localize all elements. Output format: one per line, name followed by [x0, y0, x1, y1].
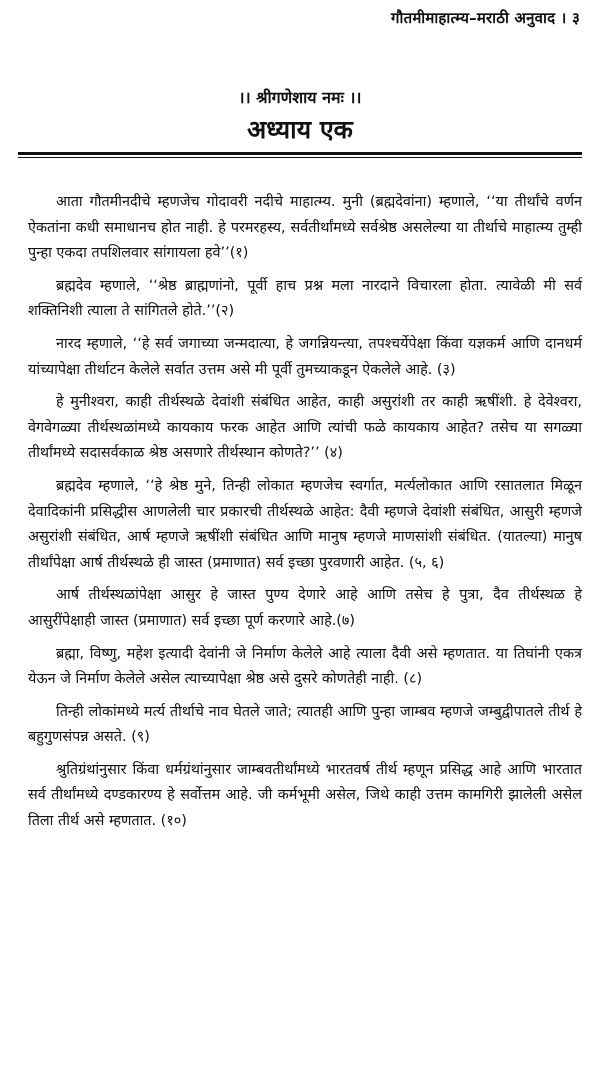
heading-rule-thin: [18, 157, 582, 158]
paragraph: नारद म्हणाले, ‘‘हे सर्व जगाच्या जन्मदात्या, हे जगन्नियन्त्या, तपश्चर्येपेक्षा किंवा यज्ञकर्म आणि दानधर्म यांच्यापेक्षा तीर्थाटन केलेले सर्वात उत्तम असे मी पूर्वी तुमच्याकडून ऐकलेले आहे. (३): [28, 335, 582, 378]
paragraph: तिन्ही लोकांमध्ये मर्त्य तीर्थाचे नाव घेतले जाते; त्यातही आणि पुन्हा जाम्बव म्हणजे जम्बुद्वीपातले तीर्थ हे बहुगुणसंपन्न असते. (९): [28, 703, 582, 746]
paragraph: श्रुतिग्रंथांनुसार किंवा धर्मग्रंथांनुसार जाम्बवतीर्थांमध्ये भारतवर्ष तीर्थ म्हणून प्रसिद्ध आहे आणि भारतात सर्व तीर्थांमध्ये दण्डकारण्य हे सर्वोत्तम आहे. जी कर्मभूमी असेल, जिथे काही उत्तम कामगिरी झालेली असेल तिला तीर्थ असे म्हणतात. (१०): [28, 761, 582, 830]
invocation-line: ।। श्रीगणेशाय नमः ।।: [238, 88, 362, 107]
paragraph: हे मुनीश्वरा, काही तीर्थस्थळे देवांशी संबंधित आहेत, काही असुरांशी तर काही ऋषींशी. हे देवेश्वरा, वेगवेगळ्या तीर्थस्थळांमध्ये कायकाय फरक आहेत आणि त्यांची फळे कायकाय आहेत? तसेच या सगळ्या तीर्थांमध्ये सदासर्वकाळ श्रेष्ठ असणारे तीर्थस्थान कोणते?’’ (४): [28, 394, 582, 462]
paragraph: आर्ष तीर्थस्थळांपेक्षा आसुर हे जास्त पुण्य देणारे आहे आणि तसेच हे पुत्रा, दैव तीर्थस्थळ हे आसुरींपेक्षाही जास्त (प्रमाणात) सर्व इच्छा पूर्ण करणारे आहे.(७): [28, 587, 582, 629]
paragraph: ब्रह्मदेव म्हणाले, ‘‘हे श्रेष्ठ मुने, तिन्ही लोकात म्हणजेच स्वर्गात, मर्त्यलोकात आणि रसातलात मिळून देवादिकांनी प्रसिद्धीस आणलेली चार प्रकारची तीर्थस्थळे आहेत: दैवी म्हणजे देवांशी संबंधित, आसुरी म्हणजे असुरांशी संबंधित, आर्ष म्हणजे ऋषींशी संबंधित आणि मानुष म्हणजे माणसांशी संबंधित. (यातल्या) मानुष तीर्थांपेक्षा आर्ष तीर्थस्थळे ही जास्त (प्रमाणात) सर्व इच्छा पुरवणारी आहेत. (५, ६): [28, 477, 582, 571]
body-text: [28, 190, 582, 842]
paragraph: ब्रह्मदेव म्हणाले, ‘‘श्रेष्ठ ब्राह्मणांनो, पूर्वी हाच प्रश्न मला नारदाने विचारला होता. त्यावेळी मी सर्व शक्तिनिशी त्याला ते सांगितले होते.’’(२): [28, 277, 582, 320]
heading-rule-thick: [18, 152, 582, 155]
paragraph: ब्रह्मा, विष्णु, महेश इत्यादी देवांनी जे निर्माण केलेले आहे त्याला दैवी असे म्हणतात. या तिघांनी एकत्र येऊन जे निर्माण केलेले असेल त्याच्यापेक्षा श्रेष्ठ असे दुसरे कोणतेही नाही. (८): [28, 645, 582, 688]
chapter-title: अध्याय एक: [247, 115, 353, 144]
running-header: गौतमीमाहात्म्य–मराठी अनुवाद । ३: [391, 9, 580, 27]
paragraph: आता गौतमीनदीचे म्हणजेच गोदावरी नदीचे माहात्म्य. मुनी (ब्रह्मदेवांना) म्हणाले, ‘‘या तीर्थांचे वर्णन ऐकतांना कधी समाधानच होत नाही. हे परमरहस्य, सर्वतीर्थांमध्ये सर्वश्रेष्ठ असलेल्या या तीर्थाचे माहात्म्य तुम्ही पुन्हा एकदा तपशिलवार सांगायला हवे’’(१): [28, 194, 582, 262]
